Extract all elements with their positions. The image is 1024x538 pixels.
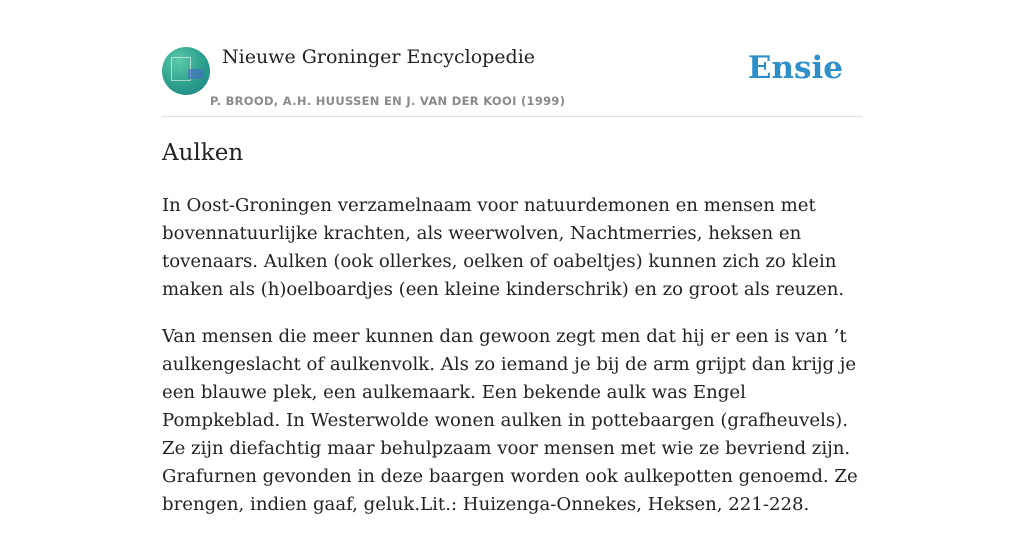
book-authors: P. BROOD, A.H. HUUSSEN EN J. VAN DER KOOI (1999)	[210, 94, 566, 108]
page-header	[162, 40, 862, 117]
book-title[interactable]: Nieuwe Groninger Encyclopedie	[222, 46, 536, 68]
article-paragraph: Van mensen die meer kunnen dan gewoon zegt men dat hij er een is van ’t aulkengeslacht of aulkenvolk. Als zo iemand je bij de arm grijpt dan krijg je een blauwe plek, een aulkemaark. Een bekende aulk was Engel Pompkeblad. In Westerwolde wonen aulken in pottebaargen (grafheuvels). Ze zijn diefachtig maar behulpzaam voor mensen met wie ze bevriend zijn. Grafurnen gevonden in deze baargen worden ook aulkepotten genoemd. Ze brengen, indien gaaf, geluk.Lit.: Huizenga-Onnekes, Heksen, 221-228.	[162, 326, 858, 515]
article-title: Aulken	[162, 140, 244, 166]
article-body	[162, 192, 862, 538]
article-paragraph: In Oost-Groningen verzamelnaam voor natuurdemonen en mensen met bovennatuurlijke krachten, als weerwolven, Nachtmerries, heksen en tovenaars. Aulken (ook ollerkes, oelken of oabeltjes) kunnen zich zo klein maken als (h)oelboardjes (een kleine kinderschrik) en zo groot als reuzen.	[162, 195, 845, 300]
book-cover-thumbnail[interactable]	[162, 47, 210, 95]
ensie-logo-link[interactable]: Ensie	[747, 50, 843, 86]
